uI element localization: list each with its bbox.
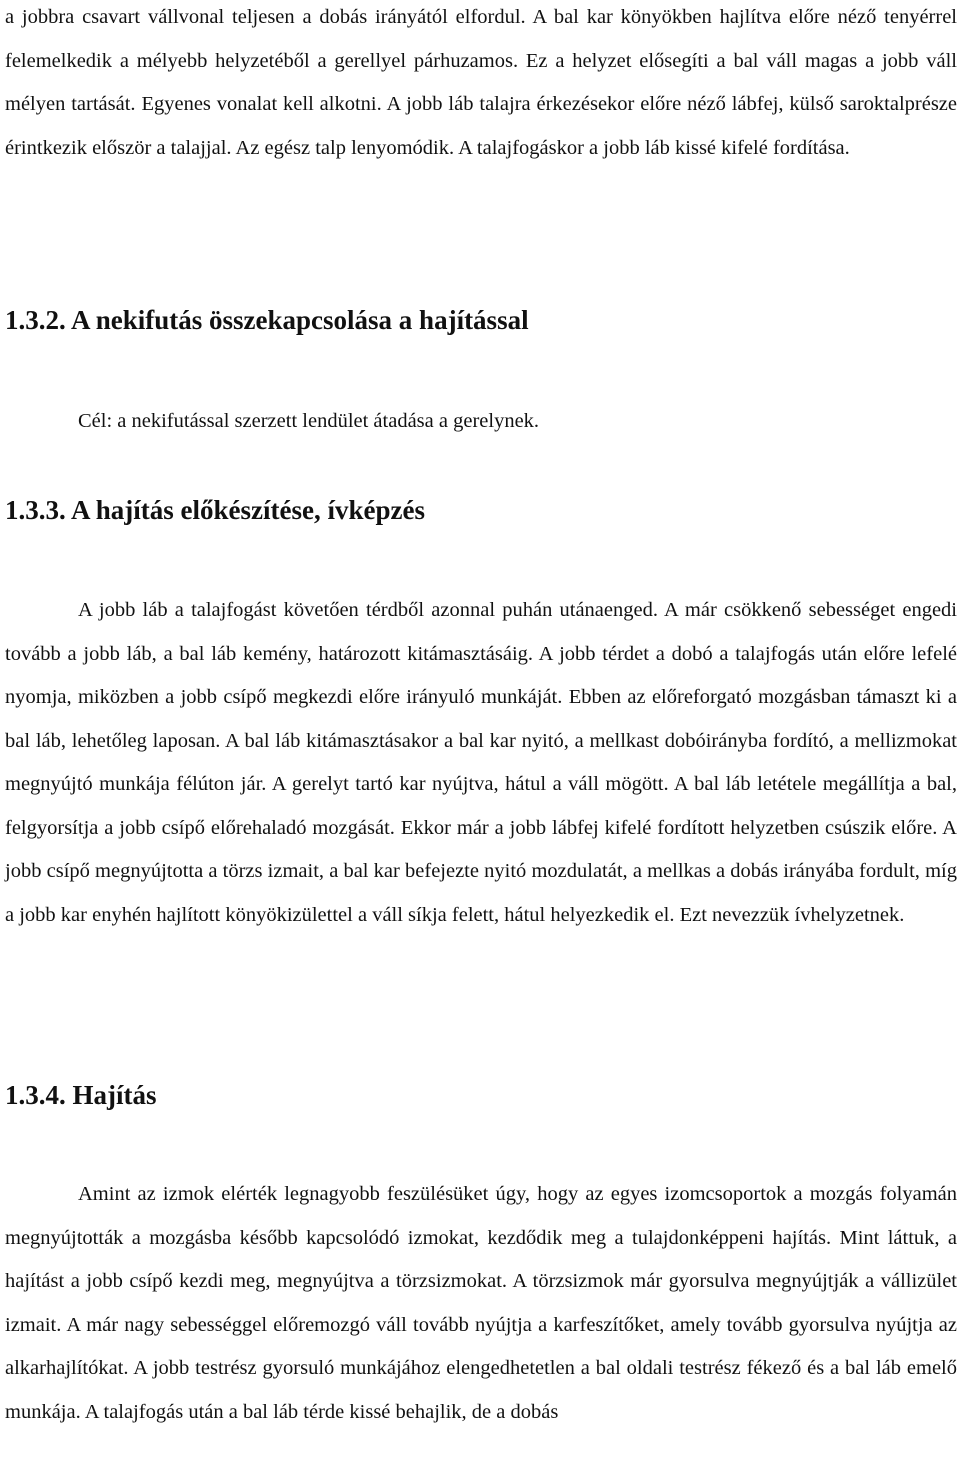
body-paragraph-top: a jobbra csavart vállvonal teljesen a dobás irányától elfordul. A bal kar könyökben hajlítva előre néző tenyérrel felemelkedik a mélyebb helyzetéből a gerellyel párhuzamos. Ez a helyzet elősegíti a bal váll magas a jobb váll mélyen tartását. Egyenes vonalat kell alkotni. A jobb láb talajra érkezésekor előre néző lábfej, külső saroktalprésze érintkezik először a talajjal. Az egész talp lenyomódik. A talajfogáskor a jobb láb kissé kifelé fordítása.	[5, 6, 957, 159]
section-heading-1-3-2: 1.3.2. A nekifutás összekapcsolása a hajítással	[5, 305, 529, 335]
section-heading-1-3-3: 1.3.3. A hajítás előkészítése, ívképzés	[5, 495, 425, 525]
body-paragraph-1-3-4: Amint az izmok elérték legnagyobb feszülésüket úgy, hogy az egyes izomcsoportok a mozgás folyamán megnyújtották a mozgásba később kapcsolódó izmokat, kezdődik meg a tulajdonképpeni hajítás. Mint láttuk, a hajítást a jobb csípő kezdi meg, megnyújtva a törzsizmokat. A törzsizmok már gyorsulva megnyújtják a vállizület izmait. A már nagy sebességgel előremozgó váll tovább nyújtja a karfeszítőket, amely tovább gyorsulva nyújtja az alkarhajlítókat. A jobb testrész gyorsuló munkájához elengedhetetlen a bal oldali testrész fékező és a bal láb emelő munkája. A talajfogás után a bal láb térde kissé behajlik, de a dobás	[5, 1183, 957, 1423]
section-goal-text: Cél: a nekifutással szerzett lendület átadása a gerelynek.	[78, 410, 540, 432]
section-heading-1-3-4: 1.3.4. Hajítás	[5, 1080, 157, 1110]
body-paragraph-1-3-3: A jobb láb a talajfogást követően térdből azonnal puhán utánaenged. A már csökkenő sebességet engedi tovább a jobb láb, a bal láb kemény, határozott kitámasztásáig. A jobb térdet a dobó a talajfogás után előre lefelé nyomja, miközben a jobb csípő megkezdi előre irányuló munkáját. Ebben az előreforgató mozgásban támaszt ki a bal láb, lehetőleg laposan. A bal láb kitámasztásakor a bal kar nyitó, a mellkast dobóirányba fordító, a mellizmokat megnyújtó munkája félúton jár. A gerelyt tartó kar nyújtva, hátul a váll mögött. A bal láb letétele megállítja a bal, felgyorsítja a jobb csípő előrehaladó mozgását. Ekkor már a jobb lábfej kifelé fordított helyzetben csúszik előre. A jobb csípő megnyújtotta a törzs izmait, a bal kar befejezte nyitó mozdulatát, a mellkas a dobás irányába fordult, míg a jobb kar enyhén hajlított könyökizülettel a váll síkja felett, hátul helyezkedik el. Ezt nevezzük ívhelyzetnek.	[5, 599, 957, 926]
